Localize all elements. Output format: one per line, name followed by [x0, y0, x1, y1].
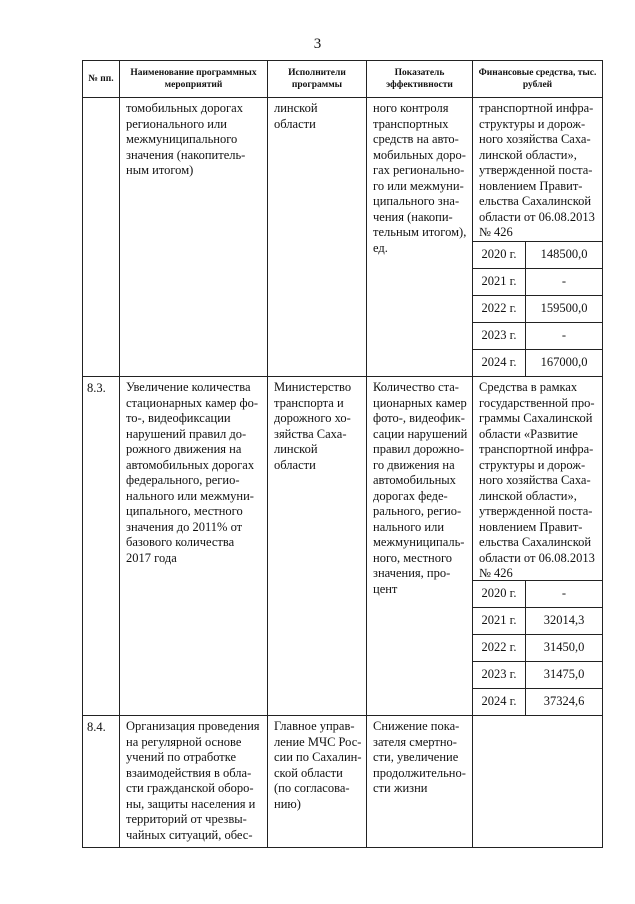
header-finance: Финансовые средства, тыс. рублей	[473, 61, 603, 98]
amount: 148500,0	[526, 242, 603, 269]
finance-cell	[473, 377, 603, 716]
header-name: Наименование программных мероприятий	[120, 61, 268, 98]
table-row	[83, 98, 603, 377]
year-row	[473, 608, 602, 635]
amount: 31450,0	[526, 635, 603, 662]
finance-source: Средства в рамках государственной про- граммы Сахалинской области «Развитие транспортной инфра- структуры и дорож- ного хозяйства Саха- линской области», утвержденной поста- новлением Правит- ельства Сахалинской области от 06.08.2013 № 426	[479, 380, 595, 580]
year: 2023 г.	[473, 323, 526, 350]
table-header-row	[83, 61, 603, 98]
executors: Министерство транспорта и дорожного хо- зяйства Саха- линской области	[274, 380, 352, 472]
row-number	[83, 98, 119, 102]
amount: 32014,3	[526, 608, 603, 635]
year: 2024 г.	[473, 689, 526, 716]
year: 2023 г.	[473, 662, 526, 689]
year-row	[473, 242, 602, 269]
year: 2020 г.	[473, 581, 526, 608]
program-table	[82, 60, 603, 848]
row-number: 8.4.	[87, 720, 106, 734]
table-row	[83, 377, 603, 716]
year-row	[473, 689, 602, 716]
amount: -	[526, 269, 603, 296]
year-row	[473, 269, 602, 296]
year-row	[473, 323, 602, 350]
page-number: 3	[313, 36, 322, 52]
measure-name: томобильных дорогах регионального или межмуниципального значения (накопитель- ным итогом)	[126, 101, 246, 177]
header-executors: Исполнители программы	[268, 61, 367, 98]
year: 2022 г.	[473, 635, 526, 662]
year: 2021 г.	[473, 608, 526, 635]
measure-name: Увеличение количества стационарных камер фо- то-, видеофиксации нарушений правил до- рожного движения на автомобильных дорогах федерального, регио- нального или межмуни- ципального, местного значения до 2011% от базового количества 2017 года	[126, 380, 259, 565]
year: 2021 г.	[473, 269, 526, 296]
year: 2024 г.	[473, 350, 526, 377]
amount: 37324,6	[526, 689, 603, 716]
year-row	[473, 296, 602, 323]
amount: 167000,0	[526, 350, 603, 377]
year: 2022 г.	[473, 296, 526, 323]
finance-years	[473, 241, 602, 376]
amount: 159500,0	[526, 296, 603, 323]
amount: -	[526, 323, 603, 350]
year-row	[473, 350, 602, 377]
finance-years	[473, 580, 602, 715]
finance-cell	[473, 98, 603, 377]
executors: Главное управ- ление МЧС Рос- сии по Сахалин- ской области (по согласова- нию)	[274, 719, 362, 811]
indicator: Снижение пока- зателя смертно- сти, увеличение продолжительно- сти жизни	[373, 719, 466, 795]
row-number: 8.3.	[87, 381, 106, 395]
measure-name: Организация проведения на регулярной основе учений по отработке взаимодействия в обла- сти гражданской оборо- ны, защиты населения и территорий от чрезвы- чайных ситуаций, обес-	[126, 719, 260, 842]
amount: 31475,0	[526, 662, 603, 689]
finance-source: транспортной инфра- структуры и дорож- ного хозяйства Саха- линской области», утвержденной поста- новлением Правит- ельства Сахалинской области от 06.08.2013 № 426	[479, 101, 595, 239]
header-indicator: Показатель эффективности	[367, 61, 473, 98]
amount: -	[526, 581, 603, 608]
finance-cell	[473, 716, 603, 848]
year: 2020 г.	[473, 242, 526, 269]
indicator: ного контроля транспортных средств на авто- мобильных доро- гах регионально- го или межмуни- ципального зна- чения (накопи- тельным итогом), ед.	[373, 101, 467, 255]
executors: линской области	[274, 101, 318, 131]
indicator: Количество ста- ционарных камер фото-, видеофик- сации нарушений правил дорожно- го движения на автомобильных дорогах феде- рального, регио- нального или межмуниципаль- ного, местного значения, про- цент	[373, 380, 468, 596]
header-num: № пп.	[83, 61, 120, 98]
year-row	[473, 662, 602, 689]
year-row	[473, 635, 602, 662]
year-row	[473, 581, 602, 608]
table-row	[83, 716, 603, 848]
